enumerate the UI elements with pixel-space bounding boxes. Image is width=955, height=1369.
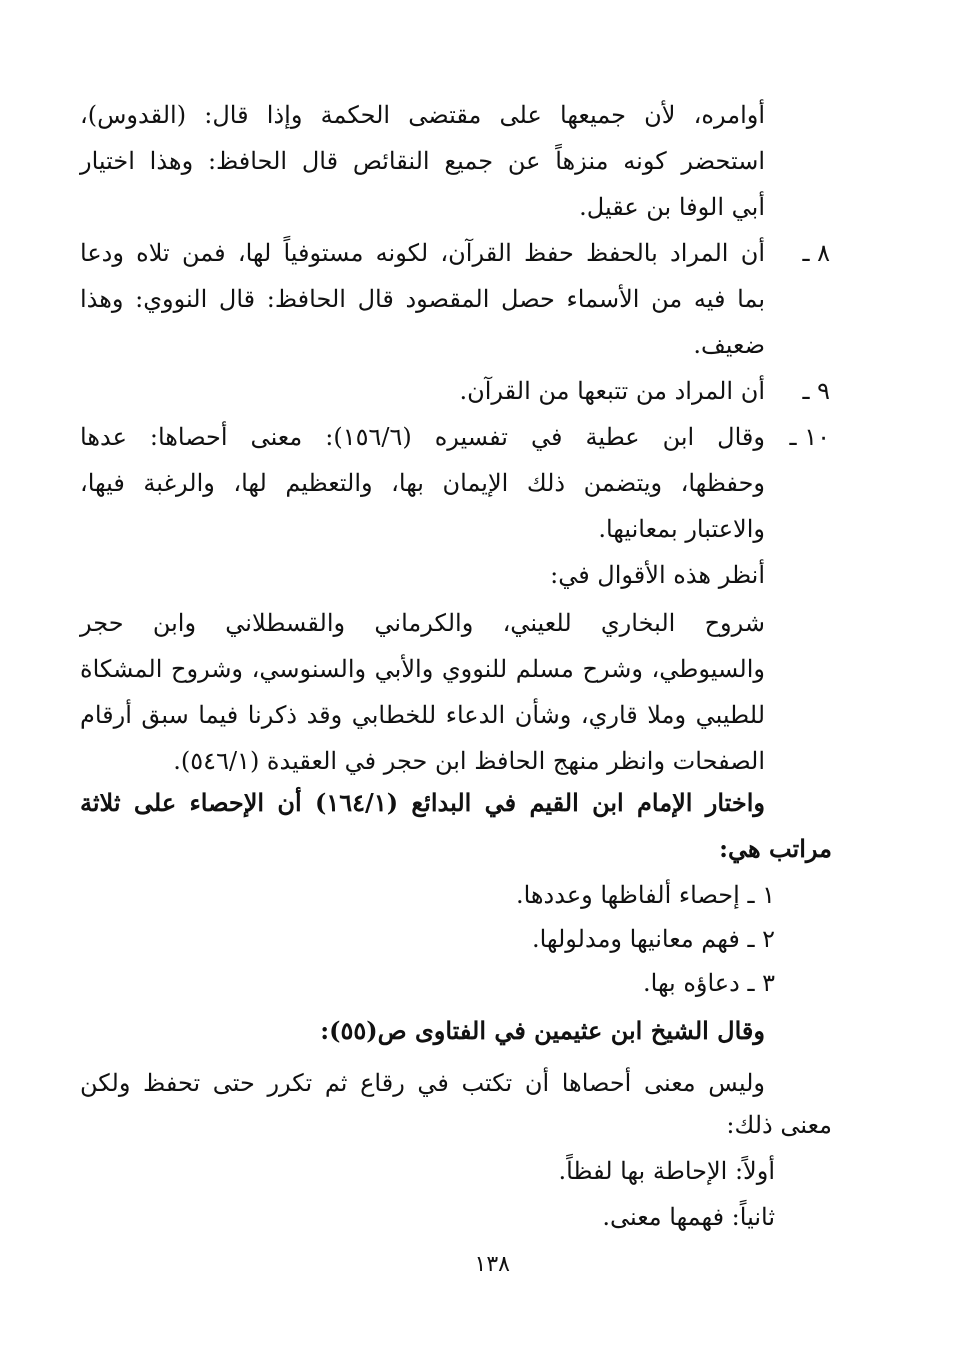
ibn-uthaymin-line-1: وليس معنى أحصاها أن تكتب في رقاع ثم تكرر حتى تحفظ ولكن [80, 1069, 765, 1097]
item-8-line-2: بما فيه من الأسماء حصل المقصود قال الحافظ: قال النووي: وهذا [80, 285, 765, 313]
item-10-number: ١٠ ـ [789, 423, 830, 451]
see-also-line-1: شروح البخاري للعيني، والكرماني والقسطلاني وابن حجر [80, 609, 765, 637]
level-1: ١ ـ إحصاء ألفاظها وعددها. [515, 881, 775, 909]
item-9-number: ٩ ـ [802, 377, 830, 405]
page-number: ١٣٨ [474, 1252, 510, 1277]
see-also-line-2: والسيوطي، وشرح مسلم للنووي والأبي والسنوسي، وشروح المشكاة [80, 655, 765, 683]
level-2: ٢ ـ فهم معانيها ومدلولها. [531, 925, 775, 953]
item-9-line-1: أن المراد من تتبعها من القرآن. [459, 377, 765, 405]
see-also-heading: أنظر هذه الأقوال في: [550, 561, 765, 589]
item-8-line-3: ضعيف. [693, 331, 765, 359]
ibn-qayyim-line-1: واختار الإمام ابن القيم في البدائع (١٦٤/١) أن الإحصاء على ثلاثة [80, 788, 765, 817]
intro-line-1: أوامره، لأن جميعها على مقتضى الحكمة وإذا قال: (القدوس)، [80, 101, 765, 129]
intro-line-3: أبي الوفا بن عقيل. [579, 193, 765, 221]
ibn-uthaymin-heading: وقال الشيخ ابن عثيمين في الفتاوى ص(٥٥): [320, 1016, 765, 1045]
point-2: ثانياً: فهمها معنى. [602, 1203, 775, 1231]
level-3: ٣ ـ دعاؤه بها. [643, 969, 775, 997]
ibn-qayyim-line-2: مراتب هي: [719, 834, 832, 863]
see-also-line-3: للطيبي وملا قاري، وشأن الدعاء للخطابي وقد ذكرنا فيما سبق أرقام [80, 701, 765, 729]
intro-line-2: استحضر كونه منزهاً عن جميع النقائص قال الحافظ: وهذا اختيار [80, 147, 765, 175]
see-also-line-4: الصفحات وانظر منهج الحافظ ابن حجر في العقيدة (٥٤٦/١). [173, 747, 765, 775]
item-10-line-2: وحفظها، ويتضمن ذلك الإيمان بها، والتعظيم لها، والرغبة فيها، [80, 469, 765, 497]
ibn-uthaymin-line-2: معنى ذلك: [726, 1111, 832, 1139]
item-8-line-1: أن المراد بالحفظ حفظ القرآن، لكونه مستوفياً لها، فمن تلاه ودعا [80, 239, 765, 267]
point-1: أولاً: الإحاطة بها لفظاً. [558, 1157, 775, 1185]
item-10-line-1: وقال ابن عطية في تفسيره (١٥٦/٦): معنى أحصاها: عدها [80, 423, 765, 451]
item-10-line-3: والاعتبار بمعانيها. [598, 515, 765, 543]
item-8-number: ٨ ـ [802, 239, 830, 267]
